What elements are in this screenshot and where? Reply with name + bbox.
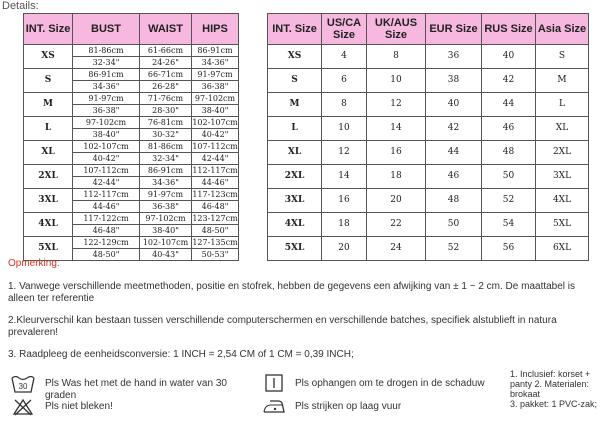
header-us-ca-size: US/CA Size: [322, 14, 367, 45]
size-value-cell: 46: [482, 117, 536, 141]
size-value-cell: 3XL: [536, 165, 589, 189]
size-value-cell: L: [536, 93, 589, 117]
iron-low-heat-icon: [262, 398, 286, 414]
table-row: [24, 117, 239, 129]
hips-cell: 123-127cm: [192, 214, 238, 223]
int-size-cell: 5XL: [268, 237, 322, 261]
table-row: [268, 117, 589, 141]
size-value-cell: 10: [367, 69, 426, 93]
header-int-size: INT. Size: [268, 14, 322, 45]
size-value-cell: 54: [482, 213, 536, 237]
remark-2: 2.Kleurverschil kan bestaan tussen verschillende computerschermen en verschillende batches, specifiek alstublieft in natura prevaleren!: [8, 315, 557, 338]
size-value-cell: 2XL: [536, 141, 589, 165]
hips-cell: 46-48": [192, 201, 239, 213]
int-size-cell: 4XL: [24, 213, 73, 237]
waist-cell: 76-81cm: [140, 117, 192, 129]
hips-cell: 44-46": [192, 177, 239, 189]
size-value-cell: 50: [426, 213, 482, 237]
header-hips: HIPS: [192, 14, 239, 45]
table-row: [24, 189, 239, 201]
table-row: [24, 213, 239, 225]
size-value-cell: M: [536, 69, 589, 93]
waist-cell: 24-26": [140, 57, 192, 69]
size-value-cell: 8: [367, 45, 426, 69]
bust-cell: 107-112cm: [73, 165, 140, 177]
waist-cell: 30-32": [140, 129, 192, 141]
bust-cell: 122-129cm: [73, 237, 140, 249]
size-value-cell: 5XL: [536, 213, 589, 237]
hips-cell: 38-40": [192, 105, 239, 117]
int-size-cell: 3XL: [24, 189, 73, 213]
waist-cell: 38-40": [140, 225, 192, 237]
hips-cell: 34-36": [192, 57, 239, 69]
table-row: [268, 69, 589, 93]
size-value-cell: 12: [367, 93, 426, 117]
care-wash-text: Pls Was het met de hand in water van 30 graden: [45, 378, 227, 401]
table-row: [24, 45, 239, 57]
size-value-cell: 46: [426, 165, 482, 189]
size-value-cell: 52: [482, 189, 536, 213]
bust-cell: 102-107cm: [73, 141, 140, 153]
size-value-cell: 6: [322, 69, 367, 93]
hips-cell: 40-42": [192, 129, 239, 141]
int-size-cell: XL: [24, 141, 73, 165]
waist-cell: 71-76cm: [140, 93, 192, 105]
waist-cell: 26-28": [140, 81, 192, 93]
care-iron-text: Pls strijken op laag vuur: [295, 401, 402, 412]
size-value-cell: 18: [367, 165, 426, 189]
int-size-cell: XL: [268, 141, 322, 165]
size-value-cell: 6XL: [536, 237, 589, 261]
size-value-cell: 48: [426, 189, 482, 213]
waist-cell: 36-38": [140, 201, 192, 213]
waist-cell: 28-30": [140, 105, 192, 117]
remark-3: 3. Raadpleeg de eenheidsconversie: 1 INCH = 2,54 CM of 1 CM = 0,39 INCH;: [8, 349, 354, 360]
table-row: [268, 141, 589, 165]
hips-cell: 42-44": [192, 153, 239, 165]
bust-cell: 97-102cm: [73, 117, 140, 129]
care-bleach-text: Pls niet bleken!: [45, 401, 113, 412]
size-value-cell: 44: [426, 141, 482, 165]
bust-cell: 42-44": [73, 177, 140, 189]
hips-cell: 36-38": [192, 81, 239, 93]
waist-cell: 97-102cm: [140, 213, 192, 225]
size-value-cell: 18: [322, 213, 367, 237]
hips-cell: 117-123cm: [192, 190, 238, 199]
table-row: [268, 45, 589, 69]
size-value-cell: 14: [367, 117, 426, 141]
table-row: [268, 165, 589, 189]
size-value-cell: 50: [482, 165, 536, 189]
header-bust: BUST: [73, 14, 140, 45]
size-value-cell: 10: [322, 117, 367, 141]
bust-cell: 48-50": [73, 249, 140, 261]
int-size-cell: L: [268, 117, 322, 141]
size-value-cell: 52: [426, 237, 482, 261]
size-value-cell: 40: [426, 93, 482, 117]
waist-cell: 66-71cm: [140, 69, 192, 81]
waist-cell: 102-107cm: [140, 237, 192, 249]
measurement-table: [23, 13, 239, 261]
waist-cell: 91-97cm: [140, 189, 192, 201]
line-dry-shade-icon: [265, 374, 283, 392]
table-row: [24, 165, 239, 177]
bust-cell: 46-48": [73, 225, 140, 237]
bust-cell: 86-91cm: [73, 69, 140, 81]
header-asia-size: Asia Size: [536, 14, 589, 45]
hips-cell: 127-135cm: [192, 238, 238, 247]
size-conversion-table: [267, 13, 589, 261]
int-size-cell: L: [24, 117, 73, 141]
int-size-cell: 2XL: [268, 165, 322, 189]
bust-cell: 117-122cm: [73, 213, 140, 225]
size-value-cell: 24: [367, 237, 426, 261]
size-value-cell: 4XL: [536, 189, 589, 213]
package-info: 1. Inclusief: korset + panty 2. Materialen: brokaat 3. pakket: 1 PVC-zak;: [510, 369, 598, 409]
remark-title: Opmerking:: [8, 258, 60, 269]
size-value-cell: 14: [322, 165, 367, 189]
table-row: [24, 141, 239, 153]
int-size-cell: 2XL: [24, 165, 73, 189]
size-value-cell: 42: [482, 69, 536, 93]
hips-cell: 50-53": [192, 249, 239, 261]
waist-cell: 32-34": [140, 153, 192, 165]
size-value-cell: 38: [426, 69, 482, 93]
bust-cell: 34-36": [73, 81, 140, 93]
waist-cell: 34-36": [140, 177, 192, 189]
size-value-cell: 22: [367, 213, 426, 237]
int-size-cell: XS: [268, 45, 322, 69]
header-waist: WAIST: [140, 14, 192, 45]
int-size-cell: S: [268, 69, 322, 93]
table-row: [24, 69, 239, 81]
bust-cell: 40-42": [73, 153, 140, 165]
waist-cell: 81-86cm: [140, 141, 192, 153]
table-row: [268, 237, 589, 261]
size-value-cell: 16: [322, 189, 367, 213]
bust-cell: 32-34": [73, 57, 140, 69]
size-value-cell: 8: [322, 93, 367, 117]
bust-cell: 81-86cm: [73, 45, 140, 57]
size-value-cell: 56: [482, 237, 536, 261]
int-size-cell: 3XL: [268, 189, 322, 213]
int-size-cell: M: [24, 93, 73, 117]
waist-cell: 86-91cm: [140, 165, 192, 177]
bust-cell: 36-38": [73, 105, 140, 117]
bust-cell: 44-46": [73, 201, 140, 213]
size-value-cell: 16: [367, 141, 426, 165]
table-row: [24, 237, 239, 249]
size-value-cell: 36: [426, 45, 482, 69]
table-row: [268, 189, 589, 213]
size-value-cell: 20: [367, 189, 426, 213]
hips-cell: 112-117cm: [192, 166, 238, 175]
care-dry-text: Pls ophangen om te drogen in de schaduw: [295, 378, 485, 389]
hips-cell: 86-91cm: [192, 45, 239, 57]
size-value-cell: S: [536, 45, 589, 69]
size-value-cell: 44: [482, 93, 536, 117]
size-value-cell: 48: [482, 141, 536, 165]
hips-cell: 48-50": [192, 225, 239, 237]
details-label: Details:: [2, 0, 39, 12]
waist-cell: 40-43": [140, 249, 192, 261]
table-row: [268, 213, 589, 237]
int-size-cell: 4XL: [268, 213, 322, 237]
hand-wash-30-icon: [10, 374, 36, 394]
hips-cell: 97-102cm: [192, 93, 239, 105]
int-size-cell: M: [268, 93, 322, 117]
table-row: [24, 93, 239, 105]
header-int-size: INT. Size: [24, 14, 73, 45]
bust-cell: 38-40": [73, 129, 140, 141]
size-value-cell: 40: [482, 45, 536, 69]
wash-temperature: 30: [18, 382, 28, 391]
header-uk-aus-size: UK/AUS Size: [367, 14, 426, 45]
header-rus-size: RUS Size: [482, 14, 536, 45]
int-size-cell: 5XL: [24, 237, 73, 261]
bust-cell: 91-97cm: [73, 93, 140, 105]
size-value-cell: 20: [322, 237, 367, 261]
size-value-cell: 42: [426, 117, 482, 141]
bust-cell: 112-117cm: [73, 189, 140, 201]
hips-cell: 107-112cm: [192, 142, 238, 151]
size-value-cell: XL: [536, 117, 589, 141]
header-eur-size: EUR Size: [426, 14, 482, 45]
no-bleach-icon: [12, 398, 34, 416]
int-size-cell: XS: [24, 45, 73, 69]
hips-cell: 102-107cm: [192, 118, 238, 127]
hips-cell: 91-97cm: [192, 69, 239, 81]
size-value-cell: 4: [322, 45, 367, 69]
table-row: [268, 93, 589, 117]
waist-cell: 61-66cm: [140, 45, 192, 57]
remark-1: 1. Vanwege verschillende meetmethoden, positie en stofrek, hebben de gegevens een afwijking van ± 1 ~ 2 cm. De maattabel is alleen ter referentie: [8, 281, 576, 304]
int-size-cell: S: [24, 69, 73, 93]
size-value-cell: 12: [322, 141, 367, 165]
